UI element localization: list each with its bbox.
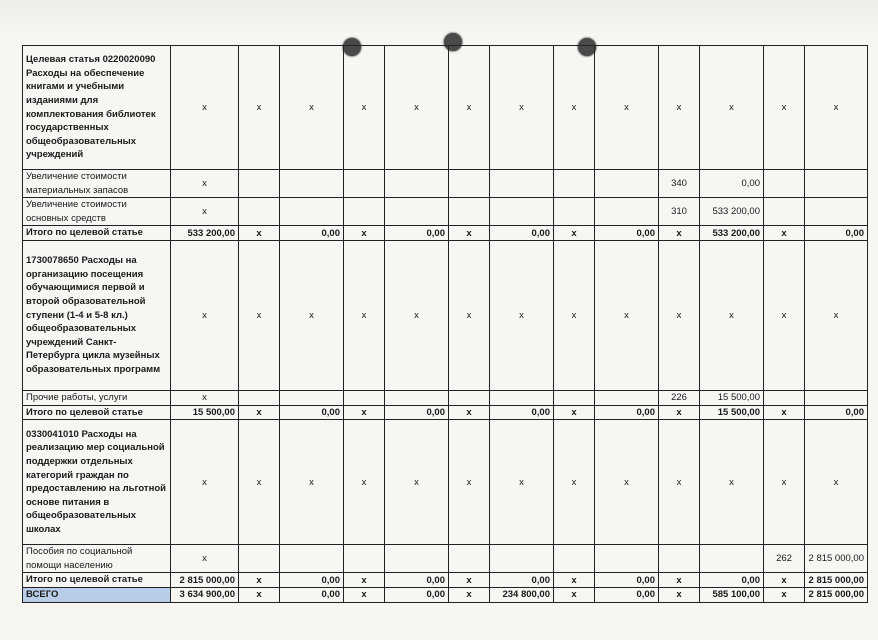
table-cell: 15 500,00 — [700, 390, 764, 405]
table-cell: 0,00 — [385, 587, 449, 602]
table-cell: 3 634 900,00 — [171, 587, 239, 602]
page-top-edge — [0, 0, 878, 40]
table-cell — [490, 390, 554, 405]
table-cell: x — [449, 226, 490, 241]
table-cell: 310 — [659, 198, 700, 226]
table-cell: x — [385, 46, 449, 170]
table-cell: x — [239, 405, 280, 420]
table-cell — [554, 390, 595, 405]
table-cell: 0,00 — [595, 587, 659, 602]
table-cell: x — [344, 405, 385, 420]
table-cell: x — [554, 46, 595, 170]
table-cell — [595, 198, 659, 226]
expenses-table — [22, 45, 868, 603]
table-cell: 2 815 000,00 — [171, 573, 239, 588]
table-cell: 0,00 — [805, 405, 868, 420]
table-cell: x — [171, 545, 239, 573]
table-cell: x — [659, 226, 700, 241]
table-cell: x — [595, 46, 659, 170]
row-label: Итого по целевой статье — [23, 226, 171, 241]
table-cell: x — [659, 46, 700, 170]
table-cell — [764, 198, 805, 226]
table-cell: x — [449, 587, 490, 602]
table-cell — [764, 170, 805, 198]
table-cell: x — [764, 573, 805, 588]
table-cell — [595, 545, 659, 573]
table-cell: x — [554, 587, 595, 602]
table-cell: x — [764, 587, 805, 602]
table-cell — [449, 390, 490, 405]
table-cell: x — [554, 226, 595, 241]
table-cell: x — [171, 46, 239, 170]
table-cell: x — [449, 405, 490, 420]
table-row — [23, 170, 868, 198]
table-cell — [805, 198, 868, 226]
table-cell — [280, 545, 344, 573]
grand-total-row — [23, 587, 868, 602]
table-cell: x — [659, 405, 700, 420]
table-cell: 234 800,00 — [490, 587, 554, 602]
table-row — [23, 390, 868, 405]
table-cell — [595, 390, 659, 405]
table-row — [23, 198, 868, 226]
table-cell — [554, 198, 595, 226]
section-row — [23, 240, 868, 390]
table-cell: x — [659, 240, 700, 390]
row-label: Итого по целевой статье — [23, 573, 171, 588]
table-cell: x — [344, 226, 385, 241]
table-cell: x — [764, 405, 805, 420]
table-cell: 2 815 000,00 — [805, 587, 868, 602]
table-cell: x — [171, 170, 239, 198]
table-cell: x — [700, 46, 764, 170]
table-cell: x — [385, 240, 449, 390]
table-body — [23, 46, 868, 603]
table-cell: x — [490, 240, 554, 390]
table-cell: 15 500,00 — [700, 405, 764, 420]
table-cell — [344, 390, 385, 405]
table-cell — [280, 198, 344, 226]
table-cell: 15 500,00 — [171, 405, 239, 420]
table-cell: x — [344, 240, 385, 390]
table-cell — [239, 390, 280, 405]
table-cell: 0,00 — [490, 405, 554, 420]
table-cell — [385, 170, 449, 198]
table-cell: x — [280, 420, 344, 545]
table-cell: x — [554, 405, 595, 420]
row-label: Увеличение стоимости основных средств — [23, 198, 171, 226]
table-cell — [385, 545, 449, 573]
table-cell: x — [385, 420, 449, 545]
table-cell: x — [554, 240, 595, 390]
table-cell: x — [595, 420, 659, 545]
table-cell: 226 — [659, 390, 700, 405]
table-cell: x — [764, 226, 805, 241]
table-cell: x — [659, 573, 700, 588]
table-cell: x — [764, 240, 805, 390]
table-row — [23, 545, 868, 573]
table-cell: x — [554, 573, 595, 588]
table-cell — [449, 198, 490, 226]
row-label: 1730078650 Расходы на организацию посещения обучающимися первой и второй образовательной ступени (1-4 и 5-8 кл.) общеобразовательных учреждений Санкт-Петербурга цикла музейных образовательных программ — [23, 240, 171, 390]
table-cell: x — [239, 573, 280, 588]
total-row — [23, 405, 868, 420]
table-cell: x — [595, 240, 659, 390]
table-cell — [239, 170, 280, 198]
table-cell: x — [344, 420, 385, 545]
table-cell: 0,00 — [595, 226, 659, 241]
table-cell — [385, 390, 449, 405]
table-cell — [554, 545, 595, 573]
table-cell — [490, 170, 554, 198]
table-cell: 0,00 — [490, 573, 554, 588]
table-cell: 0,00 — [280, 573, 344, 588]
table-cell — [595, 170, 659, 198]
total-row — [23, 226, 868, 241]
table-cell: x — [239, 240, 280, 390]
table-cell: x — [805, 240, 868, 390]
table-cell: 0,00 — [280, 226, 344, 241]
table-cell: x — [700, 240, 764, 390]
table-cell: 533 200,00 — [700, 226, 764, 241]
total-row — [23, 573, 868, 588]
table-cell — [659, 545, 700, 573]
section-row — [23, 420, 868, 545]
table-cell: 0,00 — [700, 170, 764, 198]
table-cell: 0,00 — [280, 587, 344, 602]
table-cell: 0,00 — [385, 226, 449, 241]
table-cell: 0,00 — [595, 405, 659, 420]
table-cell — [764, 390, 805, 405]
table-cell: x — [171, 420, 239, 545]
table-cell: x — [659, 587, 700, 602]
table-cell: 0,00 — [805, 226, 868, 241]
table-cell: x — [239, 420, 280, 545]
table-cell — [280, 170, 344, 198]
table-cell: x — [449, 240, 490, 390]
table-cell: x — [490, 420, 554, 545]
table-cell — [344, 198, 385, 226]
table-cell — [805, 390, 868, 405]
table-cell: x — [280, 240, 344, 390]
row-label: Пособия по социальной помощи населению — [23, 545, 171, 573]
table-cell: x — [490, 46, 554, 170]
table-cell — [344, 170, 385, 198]
table-cell — [344, 545, 385, 573]
row-label: Прочие работы, услуги — [23, 390, 171, 405]
table-cell: x — [805, 420, 868, 545]
table-cell: 262 — [764, 545, 805, 573]
table-cell: 585 100,00 — [700, 587, 764, 602]
table-cell: 0,00 — [700, 573, 764, 588]
table-cell: x — [239, 226, 280, 241]
table-cell: x — [659, 420, 700, 545]
table-cell: x — [239, 46, 280, 170]
table-cell: x — [171, 390, 239, 405]
table-cell — [554, 170, 595, 198]
table-cell: x — [449, 573, 490, 588]
table-cell: 2 815 000,00 — [805, 545, 868, 573]
table-cell: x — [239, 587, 280, 602]
table-cell: x — [449, 420, 490, 545]
table-cell: x — [805, 46, 868, 170]
table-cell: x — [764, 46, 805, 170]
table-cell — [239, 198, 280, 226]
table-cell: 2 815 000,00 — [805, 573, 868, 588]
table-cell — [700, 545, 764, 573]
table-cell: 0,00 — [280, 405, 344, 420]
table-cell: x — [554, 420, 595, 545]
table-cell — [449, 170, 490, 198]
table-cell: 533 200,00 — [700, 198, 764, 226]
table-cell: x — [171, 240, 239, 390]
table-cell: x — [344, 46, 385, 170]
table-cell — [805, 170, 868, 198]
table-cell: 533 200,00 — [171, 226, 239, 241]
table-cell — [385, 198, 449, 226]
table-cell: x — [344, 573, 385, 588]
table-cell: 0,00 — [385, 405, 449, 420]
table-cell — [490, 545, 554, 573]
section-row — [23, 46, 868, 170]
table-cell — [239, 545, 280, 573]
table-cell — [449, 545, 490, 573]
table-cell — [280, 390, 344, 405]
table-cell: 0,00 — [385, 573, 449, 588]
table-cell: 0,00 — [595, 573, 659, 588]
table-cell: x — [700, 420, 764, 545]
table-cell: x — [449, 46, 490, 170]
row-label: 0330041010 Расходы на реализацию мер социальной поддержки отдельных категорий граждан по предоставлению на льготной основе питания в общеобразовательных школах — [23, 420, 171, 545]
row-label: Увеличение стоимости материальных запасов — [23, 170, 171, 198]
table-cell: x — [171, 198, 239, 226]
row-label: Целевая статья 0220020090 Расходы на обеспечение книгами и учебными изданиями для комплектования библиотек государственных общеобразовательных учреждений — [23, 46, 171, 170]
table-cell: x — [764, 420, 805, 545]
table-cell: x — [280, 46, 344, 170]
table-cell — [490, 198, 554, 226]
row-label: ВСЕГО — [23, 587, 171, 602]
table-cell: 340 — [659, 170, 700, 198]
row-label: Итого по целевой статье — [23, 405, 171, 420]
table-cell: 0,00 — [490, 226, 554, 241]
table-cell: x — [344, 587, 385, 602]
